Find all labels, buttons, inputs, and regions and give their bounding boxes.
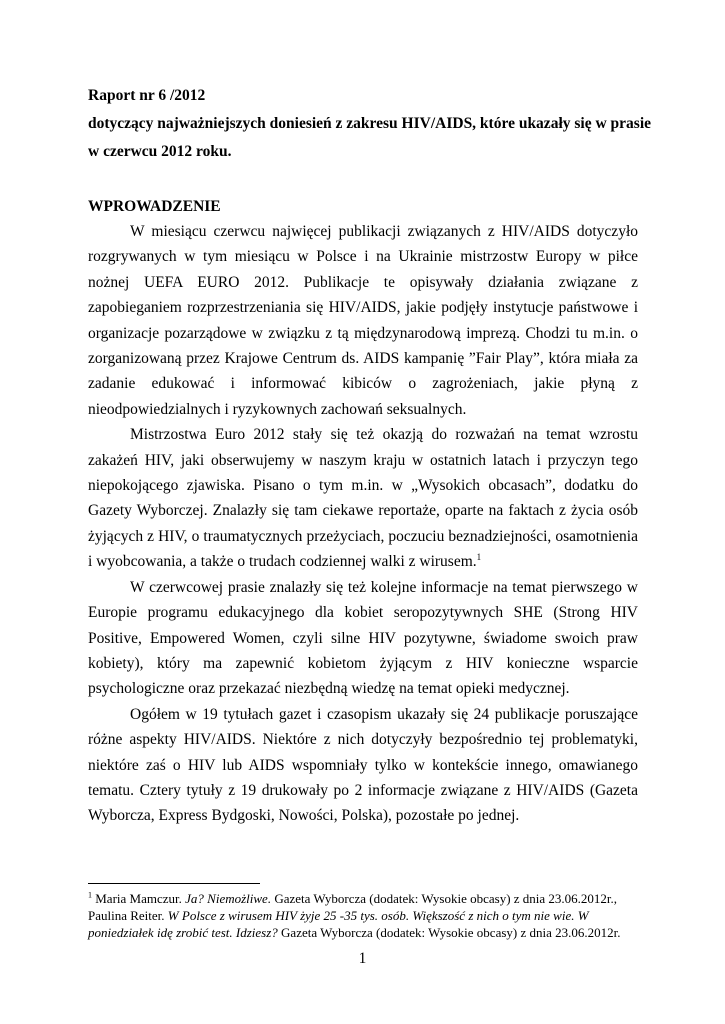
footnote-reference[interactable]: 1 bbox=[476, 552, 482, 563]
footnote-title-2: W Polsce z wirusem HIV żyje 25 -35 tys. osób. Większość z nich o tym nie wie. W poniedziałek idę zrobić test. Idziesz? bbox=[88, 908, 589, 940]
report-subtitle-line-2: w czerwcu 2012 roku. bbox=[88, 143, 232, 160]
footnote-source-1: Gazeta Wyborcza (dodatek: Wysokie obcasy) z dnia 23.06.2012r., bbox=[271, 891, 618, 906]
document-body bbox=[88, 82, 652, 829]
paragraph-2 bbox=[88, 422, 638, 574]
footnote-separator bbox=[88, 883, 260, 884]
section-heading: WPROWADZENIE bbox=[88, 198, 221, 215]
report-title: Raport nr 6 /2012 bbox=[88, 87, 206, 104]
paragraph-2-text: Mistrzostwa Euro 2012 stały się też okazją do rozważań na temat wzrostu zakażeń HIV, jaki obserwujemy w naszym kraju w ostatnich latach i przyczyn tego niepokojącego zjawiska. Pisano o tym m.in. w „Wysokich obcasach”, dodatku do Gazety Wyborczej. Znalazły się tam ciekawe reportaże, oparte na faktach z życia osób żyjących z HIV, o traumatycznych przeżyciach, poczuciu beznadziejności, osamotnienia i wyobcowania, a także o trudach codziennej walki z wirusem. bbox=[88, 426, 638, 571]
footnote-entry-1 bbox=[88, 890, 640, 907]
footnote-source-2: Gazeta Wyborcza (dodatek: Wysokie obcasy) z dnia 23.06.2012r. bbox=[277, 925, 621, 940]
footnote-title-1: Ja? Niemożliwe. bbox=[185, 891, 272, 906]
paragraph-3: W czerwcowej prasie znalazły się też kolejne informacje na temat pierwszego w Europie programu edukacyjnego dla kobiet seropozytywnych SHE (Strong HIV Positive, Empowered Women, czyli silne HIV pozytywne, świadome swoich praw kobiety), który ma zapewnić kobietom żyjącym z HIV konieczne wsparcie psychologiczne oraz przekazać niezbędną wiedzę na temat opieki medycznej. bbox=[88, 578, 638, 698]
footnote bbox=[88, 890, 640, 941]
footnote-mark: 1 bbox=[88, 890, 92, 900]
report-subtitle-line-1: dotyczący najważniejszych doniesień z zakresu HIV/AIDS, które ukazały się w prasie bbox=[88, 115, 652, 132]
paragraph-4: Ogółem w 19 tytułach gazet i czasopism ukazały się 24 publikacje poruszające różne aspekty HIV/AIDS. Niektóre z nich dotyczyły bezpośrednio tej problematyki, niektóre zaś o HIV lub AIDS wspomniały tylko w kontekście innego, omawianego tematu. Cztery tytuły z 19 drukowały po 2 informacje związane z HIV/AIDS (Gazeta Wyborcza, Express Bydgoski, Nowości, Polska), pozostałe po jednej. bbox=[88, 705, 638, 825]
footnote-entry-2 bbox=[88, 907, 640, 941]
page-number: 1 bbox=[358, 950, 367, 967]
paragraph-1: W miesiącu czerwcu najwięcej publikacji związanych z HIV/AIDS dotyczyło rozgrywanych w tym miesiącu w Polsce i na Ukrainie mistrzostw Europy w piłce nożnej UEFA EURO 2012. Publikacje te opisywały działania związane z zapobieganiem rozprzestrzeniania się HIV/AIDS, jakie podjęły instytucje państwowe i organizacje pozarządowe w związku z tą międzynarodową imprezą. Chodzi tu m.in. o zorganizowaną przez Krajowe Centrum ds. AIDS kampanię ”Fair Play”, która miała za zadanie edukować i informować kibiców o zagrożeniach, jakie płyną z nieodpowiedzialnych i ryzykownych zachowań seksualnych. bbox=[88, 223, 638, 418]
footnote-author-1: Maria Mamczur. bbox=[95, 891, 186, 906]
footnote-author-2: Paulina Reiter. bbox=[88, 908, 168, 923]
